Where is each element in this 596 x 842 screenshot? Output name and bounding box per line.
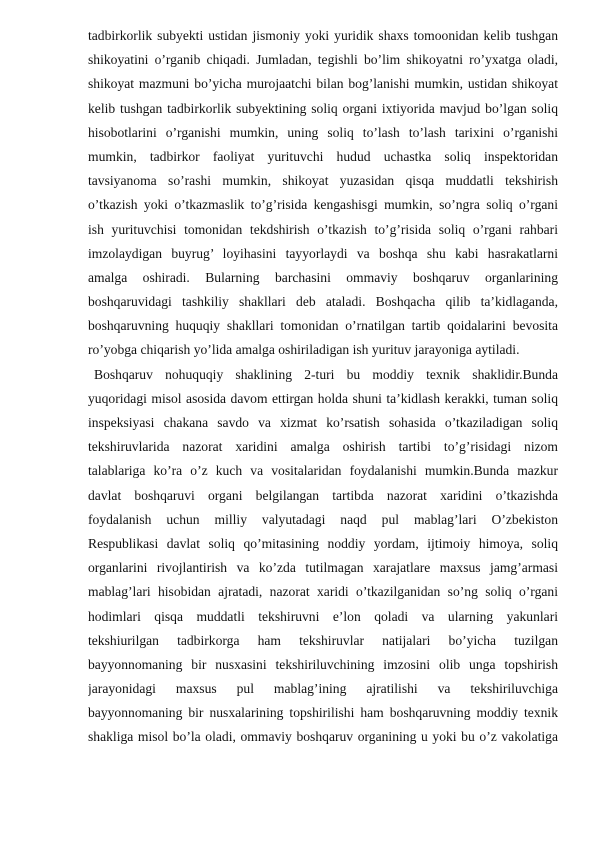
text-line: boshqaruvidagi tashkiliy shakllari deb ataladi. Boshqacha qilib ta’kidlaganda, xyxy=(88,294,558,310)
document-page xyxy=(88,24,558,750)
text-line: tekshiurilgan tadbirkorga ham tekshiruvlar natijalari bo’yicha tuzilgan xyxy=(88,632,558,648)
text-line: talablariga ko’ra o’z kuch va vositalaridan foydalanishi mumkin.Bunda mazkur xyxy=(88,463,558,479)
text-line: hisobotlarini o’rganishi mumkin, uning soliq to’lash to’lash tarixini o’rganishi xyxy=(88,124,558,140)
text-line: yuqoridagi misol asosida davom ettirgan holda shuni ta’kidlash kerakki, tuman soliq xyxy=(88,390,558,406)
text-line: shikoyatini o’rganib chiqadi. Jumladan, tegishli bo’lim shikoyatni ro’yxatga oladi, xyxy=(88,52,558,68)
text-line: tavsiyanoma so’rashi mumkin, shikoyat yuzasidan qisqa muddatli tekshirish xyxy=(88,173,558,189)
text-line: o’tkazish yoki o’tkazmaslik to’g’risida kengashisgi mumkin, so’ngra soliq o’rgani xyxy=(88,197,558,213)
text-line: shikoyat mazmuni bo’yicha murojaatchi bilan bog’lanishi mumkin, ustidan shikoyat xyxy=(88,76,558,92)
paragraph-last-line: ro’yobga chiqarish yo’lida amalga oshiriladigan ish yurituv jarayoniga aytiladi. xyxy=(88,342,520,358)
text-line: mablag’lari hisobidan ajratadi, nazorat xaridi o’tkazilganidan so’ng soliq o’rgani xyxy=(88,584,558,600)
text-line: amalga oshiradi. Bularning barchasini ommaviy boshqaruv organlarining xyxy=(88,269,558,285)
text-line: hodimlari qisqa muddatli tekshiruvni e’lon qoladi va ularning yakunlari xyxy=(88,608,558,624)
text-line: tadbirkorlik subyekti ustidan jismoniy yoki yuridik shaxs tomoonidan kelib tushgan xyxy=(88,28,558,43)
text-line: organlarini rivojlantirish va ko’zda tutilmagan xarajatlare maxsus jamg’armasi xyxy=(88,560,558,576)
text-line: bayyonnomaning bir nusxalarining topshirilishi ham boshqaruvning moddiy texnik xyxy=(88,705,558,721)
text-line: jarayonidagi maxsus pul mablag’ining ajratilishi va tekshiriluvchiga xyxy=(88,681,558,697)
text-line: shakliga misol bo’la oladi, ommaviy boshqaruv organining u yoki bu o’z vakolatiga xyxy=(88,729,558,745)
text-line: imzolaydigan buyrug’ loyihasini tayyorlaydi va boshqa shu kabi hasrakatlarni xyxy=(88,245,558,261)
text-line: bayyonnomaning bir nusxasini tekshiriluvchining imzosini olib unga topshirish xyxy=(88,656,558,672)
text-line: davlat boshqaruvi organi belgilangan tartibda nazorat xaridini o’tkazishda xyxy=(88,487,558,503)
paragraph-first-line: Boshqaruv nohuquqiy shaklining 2-turi bu moddiy texnik shaklidir.Bunda xyxy=(94,366,558,382)
text-line: ish yurituvchisi tomonidan tekdshirish o’tkazish to’g’risida soliq o’rgani rahbari xyxy=(88,221,558,237)
text-line: mumkin, tadbirkor faoliyat yurituvchi hudud uchastka soliq inspektoridan xyxy=(88,148,558,164)
text-line: tekshiruvlarida nazorat xaridini amalga oshirish tartibi to’g’risidagi nizom xyxy=(88,439,558,455)
text-line: Respublikasi davlat soliq qo’mitasining noddiy yordam, ijtimoiy himoya, soliq xyxy=(88,535,558,551)
text-line: inspeksiyasi chakana savdo va xizmat ko’rsatish sohasida o’tkaziladigan soliq xyxy=(88,415,558,430)
text-line: foydalanish uchun milliy valyutadagi naqd pul mablag’lari O’zbekiston xyxy=(88,511,558,527)
text-line: kelib tushgan tadbirkorlik subyektining soliq organi ixtiyorida mavjud bo’lgan soliq xyxy=(88,100,558,116)
text-line: boshqaruvning huquqiy shakllari tomonidan o’rnatilgan tartib qoidalarini bevosita xyxy=(88,318,558,334)
